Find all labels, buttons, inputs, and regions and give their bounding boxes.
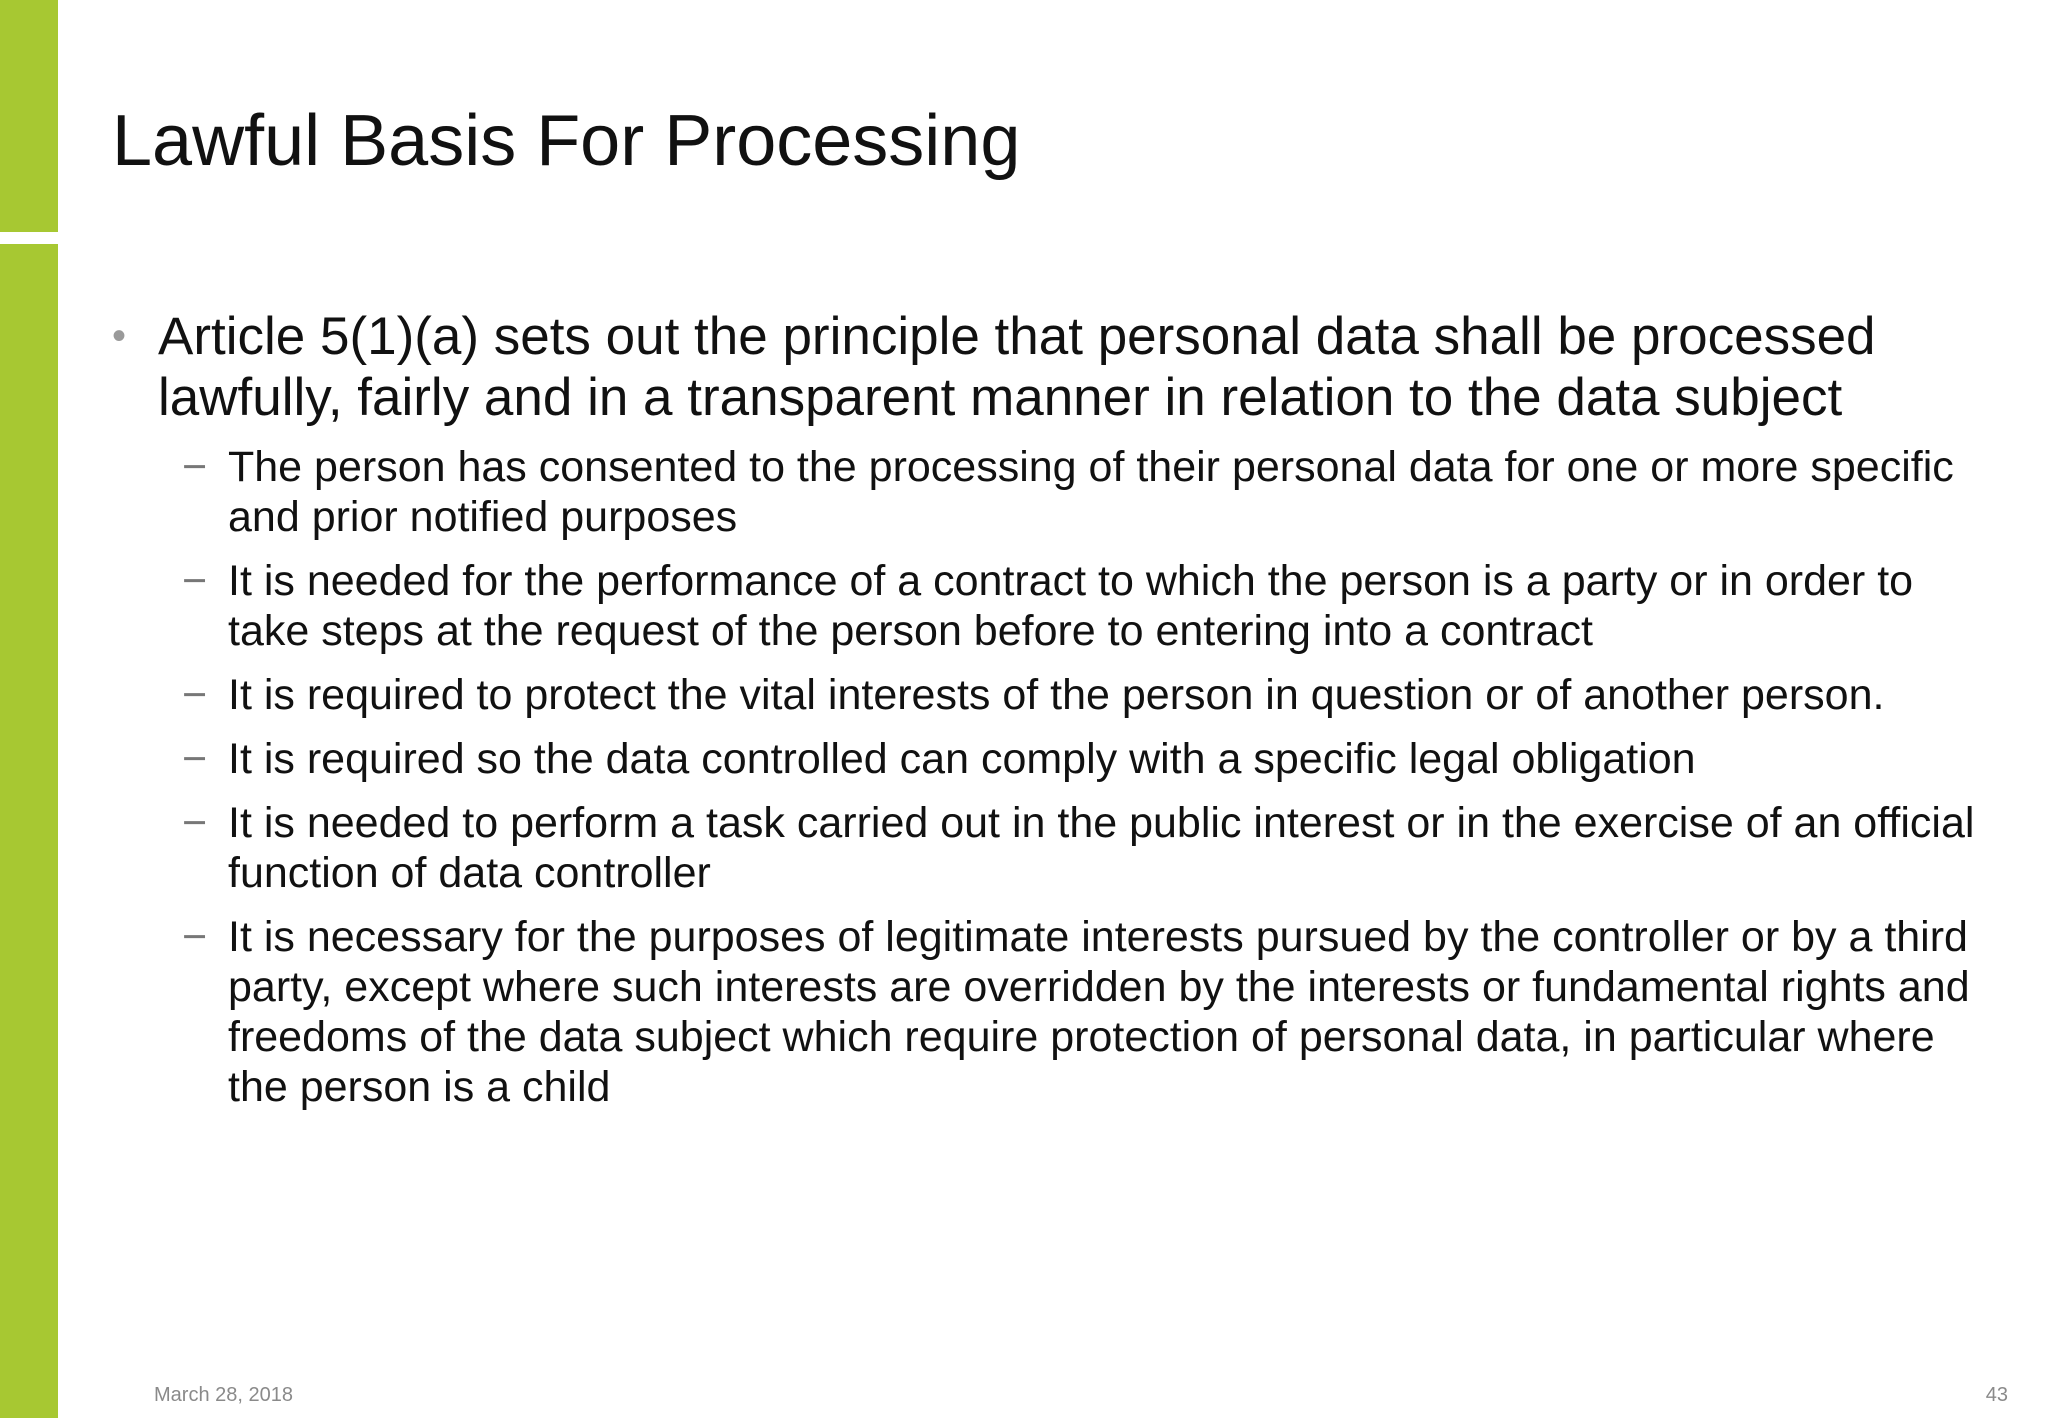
sub-bullet-text: It is required to protect the vital interests of the person in question or of another person. [228, 671, 1885, 719]
sub-bullet [182, 442, 1990, 542]
dash-icon: − [182, 799, 208, 847]
sub-bullet [182, 556, 1990, 656]
footer-date: March 28, 2018 [154, 1384, 293, 1406]
sub-bullet-list [110, 442, 1990, 1112]
accent-bar-top [0, 0, 58, 232]
main-bullet [110, 306, 1990, 428]
sub-bullet-text: It is needed to perform a task carried out in the public interest or in the exercise of an official function of data controller [228, 799, 1975, 897]
sub-bullet [182, 798, 1990, 898]
sub-bullet-text: The person has consented to the processing of their personal data for one or more specific and prior notified purposes [228, 443, 1954, 541]
page-number: 43 [1985, 1384, 2008, 1406]
dash-icon: − [182, 443, 208, 491]
dash-icon: − [182, 671, 208, 719]
sub-bullet [182, 912, 1990, 1112]
dash-icon: − [182, 735, 208, 783]
slide-content [110, 306, 1990, 1126]
sub-bullet [182, 670, 1990, 720]
dash-icon: − [182, 557, 208, 605]
slide-title: Lawful Basis For Processing [112, 101, 1021, 181]
sub-bullet-text: It is needed for the performance of a contract to which the person is a party or in order to take steps at the request of the person before to entering into a contract [228, 557, 1914, 655]
main-bullet-text: Article 5(1)(a) sets out the principle that personal data shall be processed lawfully, fairly and in a transparent manner in relation to the data subject [158, 307, 1876, 427]
dash-icon: − [182, 913, 208, 961]
bullet-dot-icon: • [112, 314, 127, 358]
sub-bullet [182, 734, 1990, 784]
sub-bullet-text: It is required so the data controlled can comply with a specific legal obligation [228, 735, 1696, 783]
sub-bullet-text: It is necessary for the purposes of legitimate interests pursued by the controller or by a third party, except where such interests are overridden by the interests or fundamental rights and freedoms of the data subject which require protection of personal data, in particular where the person is a child [228, 913, 1970, 1111]
accent-bar-bottom [0, 244, 58, 1418]
